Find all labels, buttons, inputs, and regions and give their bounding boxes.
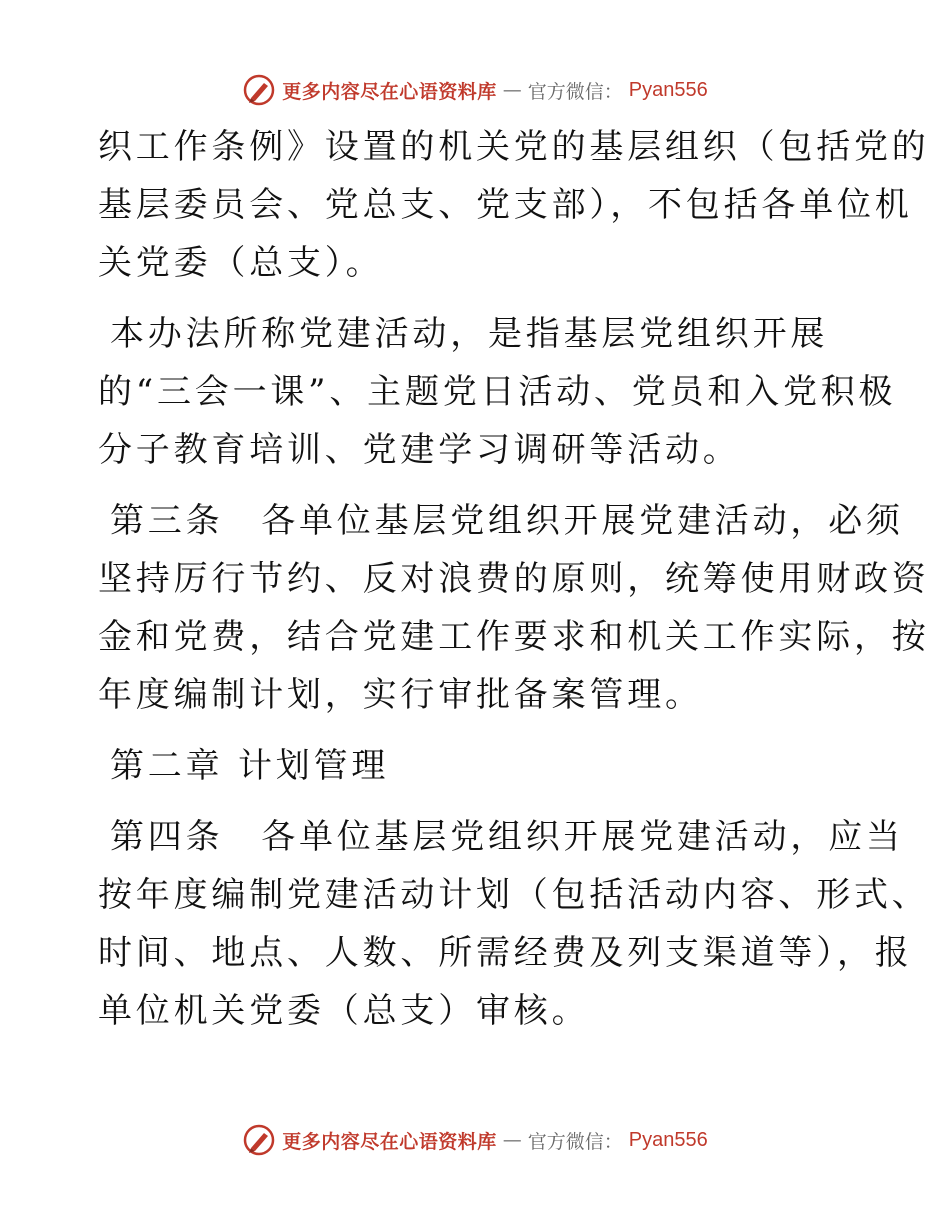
text-line: 关党委（总支）。 [98,243,384,283]
paragraph-1 [98,118,930,292]
text-line: 时间、地点、人数、所需经费及列支渠道等），报 [98,933,913,973]
watermark-id: Pyan556 [628,1128,708,1151]
text-line: 分子教育培训、党建学习调研等活动。 [98,430,741,470]
watermark-official: 官方微信： [527,1130,623,1153]
pen-seal-icon [242,73,276,107]
text-line: 单位机关党委（总支）审核。 [98,991,590,1031]
text-line: 年度编制计划，实行审批备案管理。 [98,675,703,715]
watermark-official: 官方微信： [527,80,623,103]
watermark-id: Pyan556 [628,78,708,101]
document-body [98,118,930,1053]
article-3 [98,492,930,724]
text-line: 第四条 各单位基层党组织开展党建活动，应当 [110,817,904,857]
watermark-separator: — [502,1129,522,1151]
pen-seal-icon [242,1123,276,1157]
watermark-text: 更多内容尽在心语资料库 [282,1130,497,1153]
text-line: 基层委员会、党总支、党支部），不包括各单位机 [98,185,913,225]
text-line: 坚持厉行节约、反对浪费的原则，统筹使用财政资 [98,559,930,599]
article-4 [98,808,930,1040]
text-line: 按年度编制党建活动计划（包括活动内容、形式、 [98,875,930,915]
text-line: 金和党费，结合党建工作要求和机关工作实际，按 [98,617,930,657]
watermark-separator: — [502,79,522,101]
text-line: 的“三会一课”、主题党日活动、党员和入党积极 [98,372,897,412]
text-line: 第三条 各单位基层党组织开展党建活动，必须 [110,501,904,541]
text-line: 织工作条例》设置的机关党的基层组织（包括党的 [98,127,930,167]
text-line: 第二章 计划管理 [110,746,390,786]
text-line: 本办法所称党建活动，是指基层党组织开展 [110,314,829,354]
footer-watermark [0,1120,950,1160]
chapter-heading [98,737,858,795]
watermark-text: 更多内容尽在心语资料库 [282,80,497,103]
header-watermark [0,70,950,110]
paragraph-2 [98,305,897,479]
